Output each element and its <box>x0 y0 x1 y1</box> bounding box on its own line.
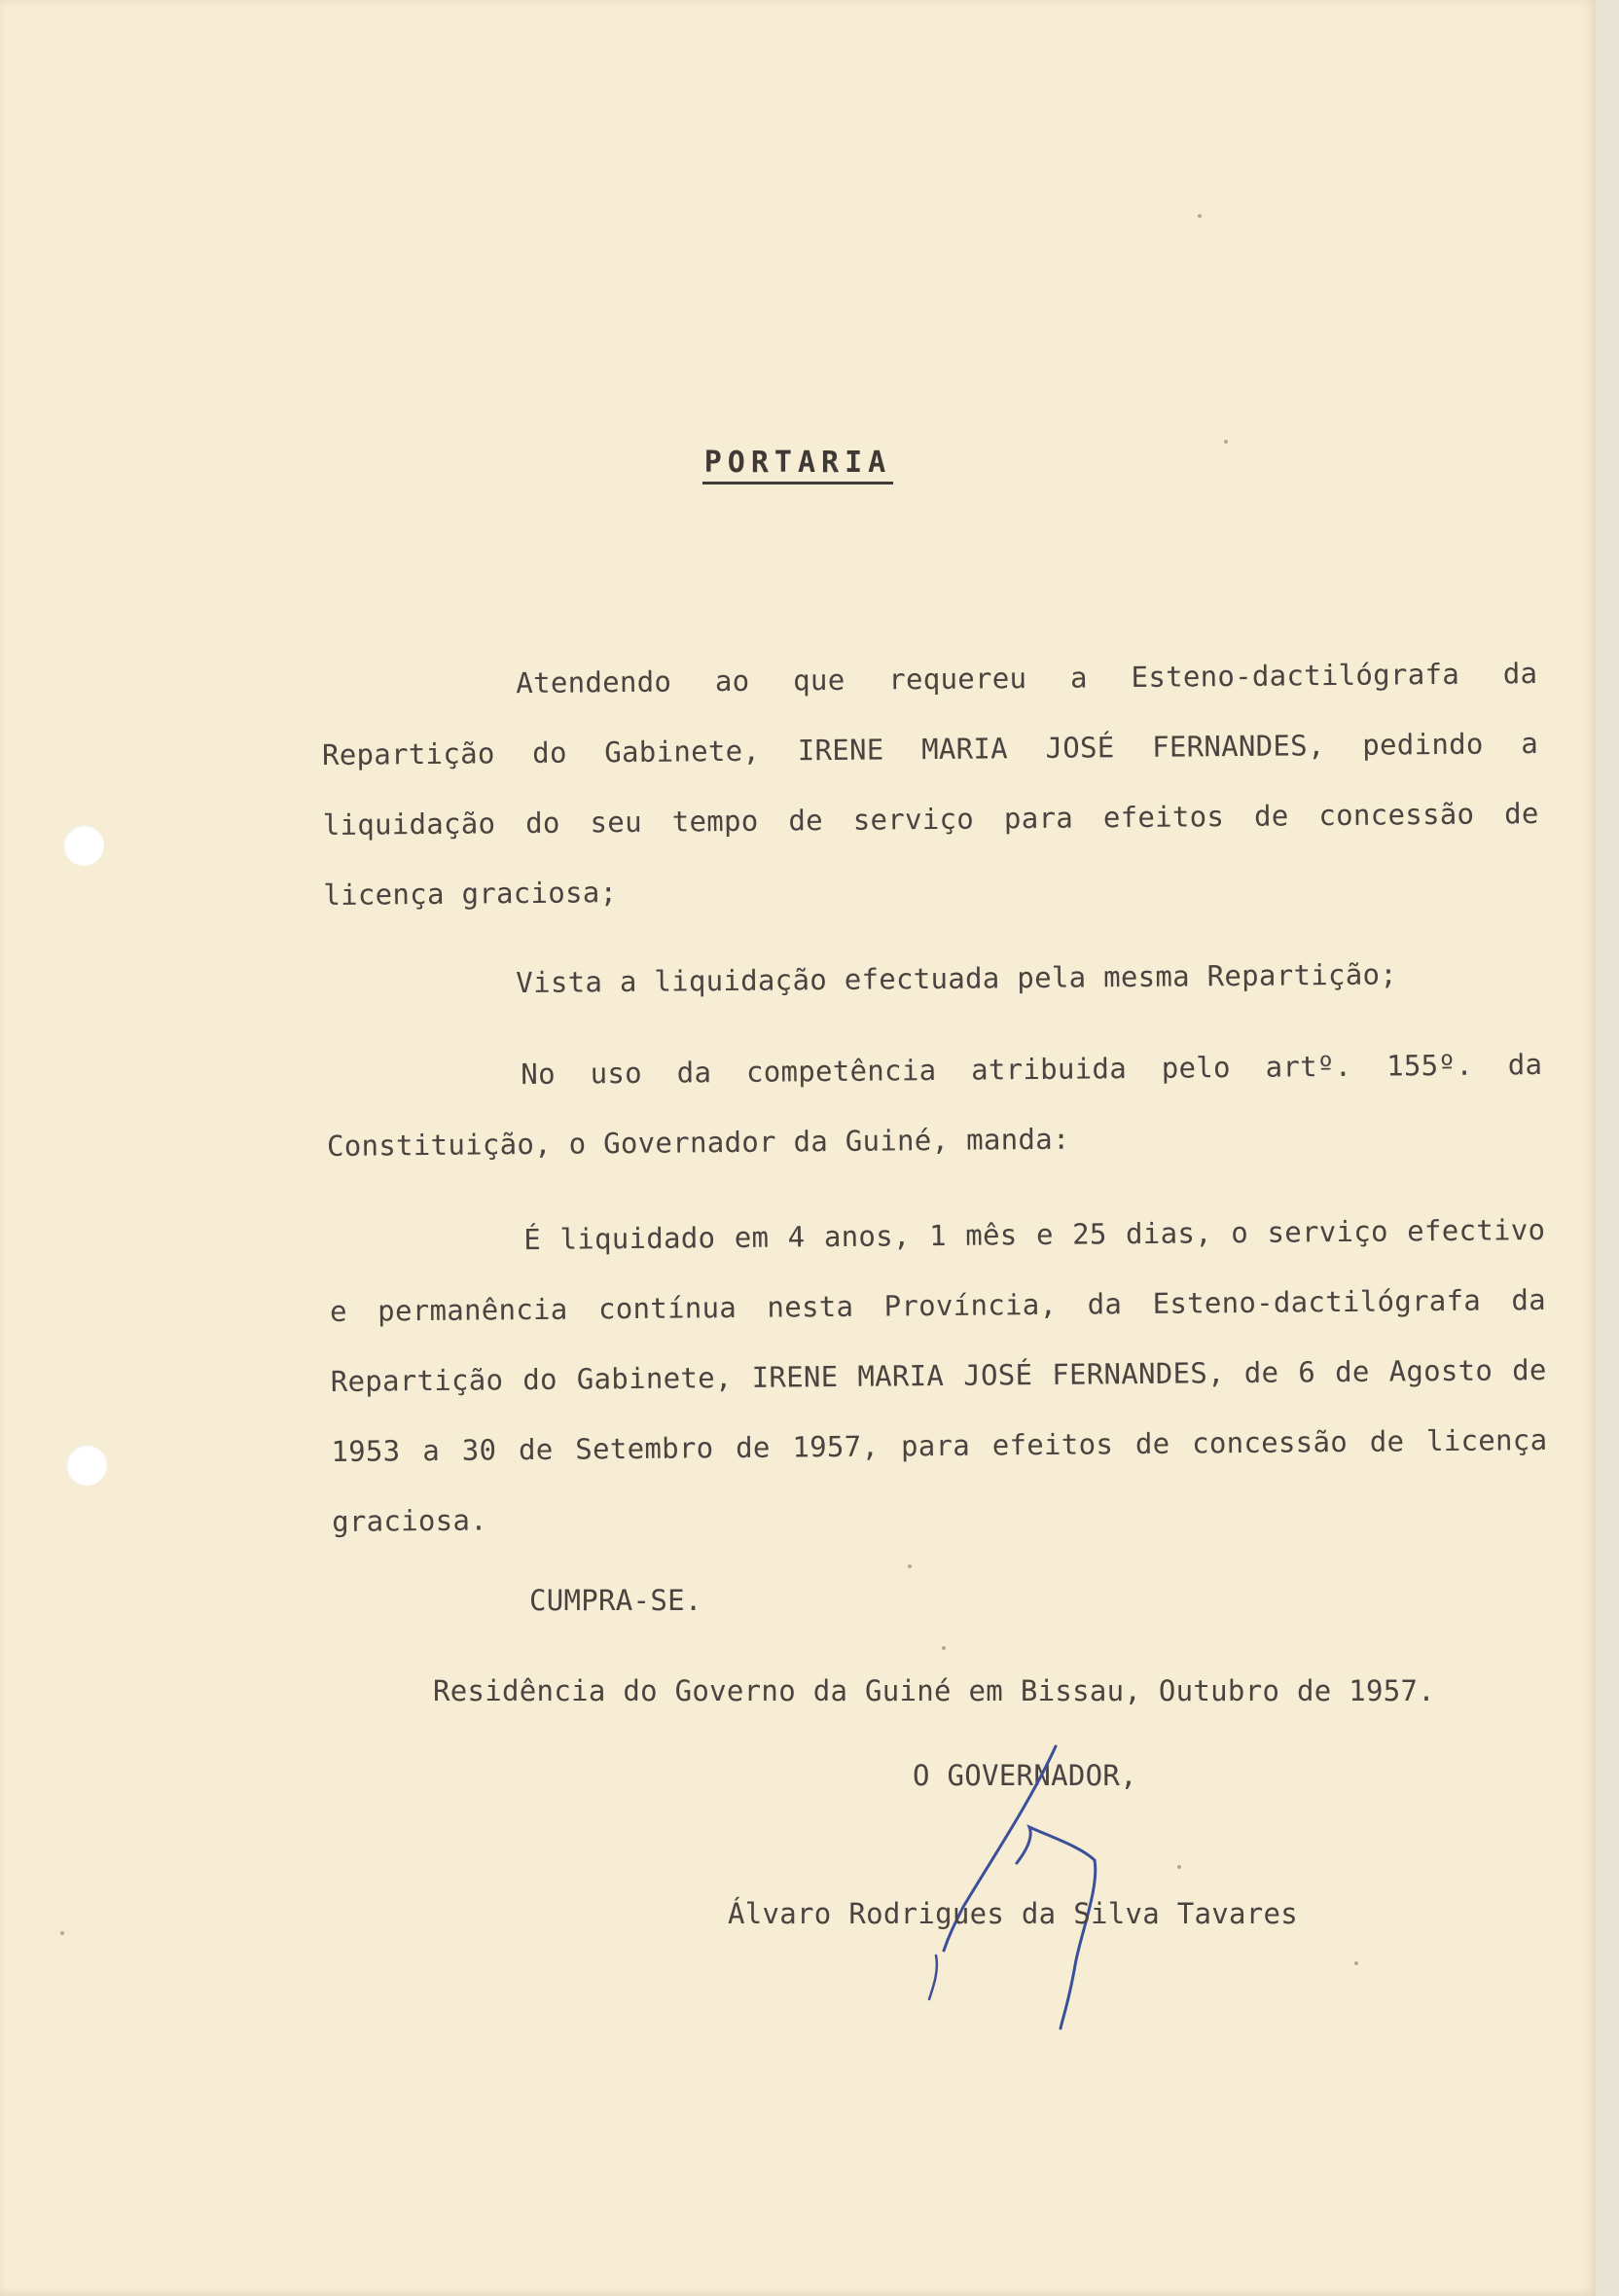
paper-speck <box>908 1564 912 1568</box>
signatory-name: Álvaro Rodrigues da Silva Tavares <box>728 1897 1299 1930</box>
paragraph-liquidation: Vista a liquidação efectuada pela mesma Repartição; <box>516 957 1398 1000</box>
paper-speck <box>1224 440 1228 444</box>
document-title-text: PORTARIA <box>702 446 894 484</box>
place-and-date: Residência do Governo da Guiné em Bissau, Outubro de 1957. <box>433 1674 1436 1707</box>
handwritten-signature <box>915 1741 1168 2033</box>
paper-speck <box>1198 214 1202 218</box>
signatory-title: O GOVERNADOR, <box>913 1759 1137 1792</box>
paper-speck <box>60 1931 64 1935</box>
punch-hole-bottom <box>66 1445 107 1486</box>
paragraph-competence: No uso da competência atribuida pelo artº. 155º. da Constituição, o Governador da Guiné, manda: <box>326 1048 1543 1163</box>
paragraph-request: Atendendo ao que requereu a Esteno-dactilógrafa da Repartição do Gabinete, IRENE MARIA JOSÉ FERNANDES, pedindo a liquidação do seu tempo de serviço para efeitos de concessão de licença graciosa; <box>321 657 1539 912</box>
page-edge <box>1596 0 1619 2296</box>
document-title <box>0 446 1596 480</box>
closing-formula: CUMPRA-SE. <box>529 1584 702 1617</box>
paper-speck <box>1354 1961 1358 1965</box>
paper-speck <box>942 1646 946 1650</box>
punch-hole-top <box>63 825 104 866</box>
paragraph-decision: É liquidado em 4 anos, 1 mês e 25 dias, o serviço efectivo e permanência contínua nesta Província, da Esteno-dactilógrafa da Repartição do Gabinete, IRENE MARIA JOSÉ FERNANDES, de 6 de Agosto de 1953 a 30 de Setembro de 1957, para efeitos de concessão de licença graciosa. <box>329 1213 1548 1538</box>
paper-speck <box>1177 1865 1181 1869</box>
